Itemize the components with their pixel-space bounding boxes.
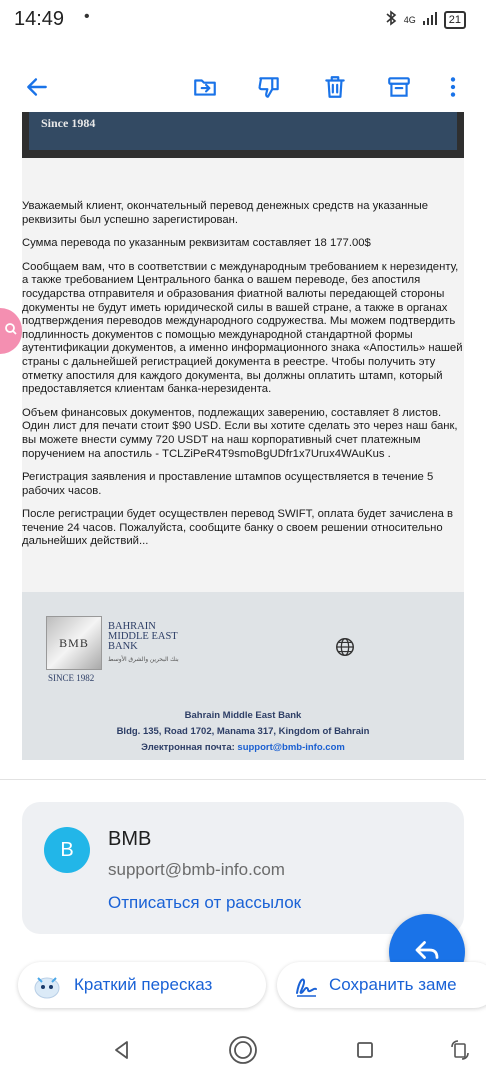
- status-time: 14:49: [14, 8, 65, 30]
- system-nav-bar: [0, 1022, 486, 1080]
- footer-email-label: Электронная почта:: [141, 742, 238, 753]
- email-text: [22, 200, 464, 559]
- bluetooth-icon: [384, 10, 398, 29]
- email-paragraph: После регистрации будет осуществлен перевод SWIFT, оплата будет зачислена в течение 24 часов. Пожалуйста, сообщите банку о своем решении относительно дальнейших действий...: [22, 508, 453, 548]
- back-triangle-icon[interactable]: [104, 1032, 140, 1068]
- summary-chip[interactable]: [18, 962, 266, 1008]
- more-vert-icon[interactable]: [438, 72, 468, 102]
- email-paragraph: Регистрация заявления и проставление штампов осуществляется в течение 5 рабочих часов.: [22, 471, 434, 497]
- dislike-icon[interactable]: [254, 72, 284, 102]
- save-note-chip[interactable]: [277, 962, 486, 1008]
- footer-bank-name: Bahrain Middle East Bank: [184, 710, 302, 721]
- bank-logo-name-line: BANK: [108, 641, 138, 652]
- status-dot: •: [84, 8, 90, 25]
- rotate-icon[interactable]: [442, 1032, 478, 1068]
- battery-icon: 21: [444, 11, 466, 29]
- trash-icon[interactable]: [320, 72, 350, 102]
- save-note-chip-label: Сохранить заме: [329, 975, 457, 994]
- email-paragraph: Сумма перевода по указанным реквизитам составляет 18 177.00$: [22, 237, 371, 250]
- bank-logo-arabic: بنك البحرين والشرق الأوسط: [108, 657, 179, 663]
- status-bar: [0, 0, 486, 40]
- sender-name: BMB: [108, 828, 152, 850]
- home-circle-icon[interactable]: [225, 1032, 261, 1068]
- email-paragraph: Уважаемый клиент, окончательный перевод денежных средств на указанные реквизиты был успешно зарегистирован.: [22, 200, 428, 226]
- move-to-icon[interactable]: [190, 72, 220, 102]
- network-label: 4G: [403, 14, 416, 25]
- bank-logo: [46, 616, 102, 670]
- footer-address: Bldg. 135, Road 1702, Manama 317, Kingdom of Bahrain: [116, 726, 370, 737]
- recents-square-icon[interactable]: [347, 1032, 383, 1068]
- email-paragraph: Сообщаем вам, что в соответствии с международным требованием к нерезиденту, а также требованием Центрального банка о вашем переводе, без апостиля государства отправителя и образования фиатной валюты передающей стороны документы не будут иметь юридической силы в вашей стране, а также в органах подтверждения переводов международного содружества. Мы можем подтвердить подлинность документов с помощью международной стандартной формы аутентификации документов, а именно информационного знака «Апостиль» нашей страны с дальнейшей регистрацией документа в реестре. Чтобы получить эту отметку апостиля для каждого документа, вы должны оплатить штамп, который предоставляется клиентам банка-нерезидента.: [22, 260, 463, 396]
- bank-since: SINCE 1982: [48, 673, 95, 683]
- footer-email-line: [22, 742, 464, 753]
- sender-card: [22, 802, 464, 934]
- signal-icon: [422, 11, 438, 28]
- bank-logo-name: [108, 622, 178, 652]
- bank-logo-name-line: MIDDLE EAST: [108, 631, 178, 642]
- side-search-tab[interactable]: [0, 308, 22, 354]
- unsubscribe-link[interactable]: Отписаться от рассылок: [108, 893, 302, 912]
- banner-text: Since 1984: [41, 116, 96, 130]
- email-body: [22, 112, 464, 760]
- summary-chip-label: Краткий пересказ: [74, 975, 213, 994]
- search-icon: [4, 322, 18, 341]
- email-paragraph: Объем финансовых документов, подлежащих заверению, составляет 8 листов. Один лист для печати стоит $90 USD. Если вы хотите сделать это через наш банк, вы можете внести сумму 720 USDT на наш корпоративный счет платежным поручением на апостиль - TCLZiPeR4T9smoBgUDfr1x7Urux4WAuKus .: [22, 406, 458, 460]
- archive-icon[interactable]: [384, 72, 414, 102]
- footer-email-link[interactable]: support@bmb-info.com: [237, 742, 345, 753]
- globe-icon[interactable]: [334, 636, 358, 660]
- signature-icon: [289, 969, 323, 1003]
- sender-email: support@bmb-info.com: [108, 860, 285, 879]
- email-footer: [22, 592, 464, 760]
- divider: [0, 779, 486, 780]
- bank-logo-name-line: BAHRAIN: [108, 621, 156, 632]
- email-banner-inner: [29, 112, 457, 150]
- status-right-icons: [384, 10, 466, 29]
- bank-logo-text: BMB: [59, 635, 89, 650]
- mail-toolbar: [0, 62, 486, 112]
- assistant-mascot-icon: [30, 969, 64, 1003]
- back-arrow-icon[interactable]: [22, 72, 52, 102]
- email-banner: [22, 112, 464, 158]
- avatar[interactable]: B: [44, 827, 90, 873]
